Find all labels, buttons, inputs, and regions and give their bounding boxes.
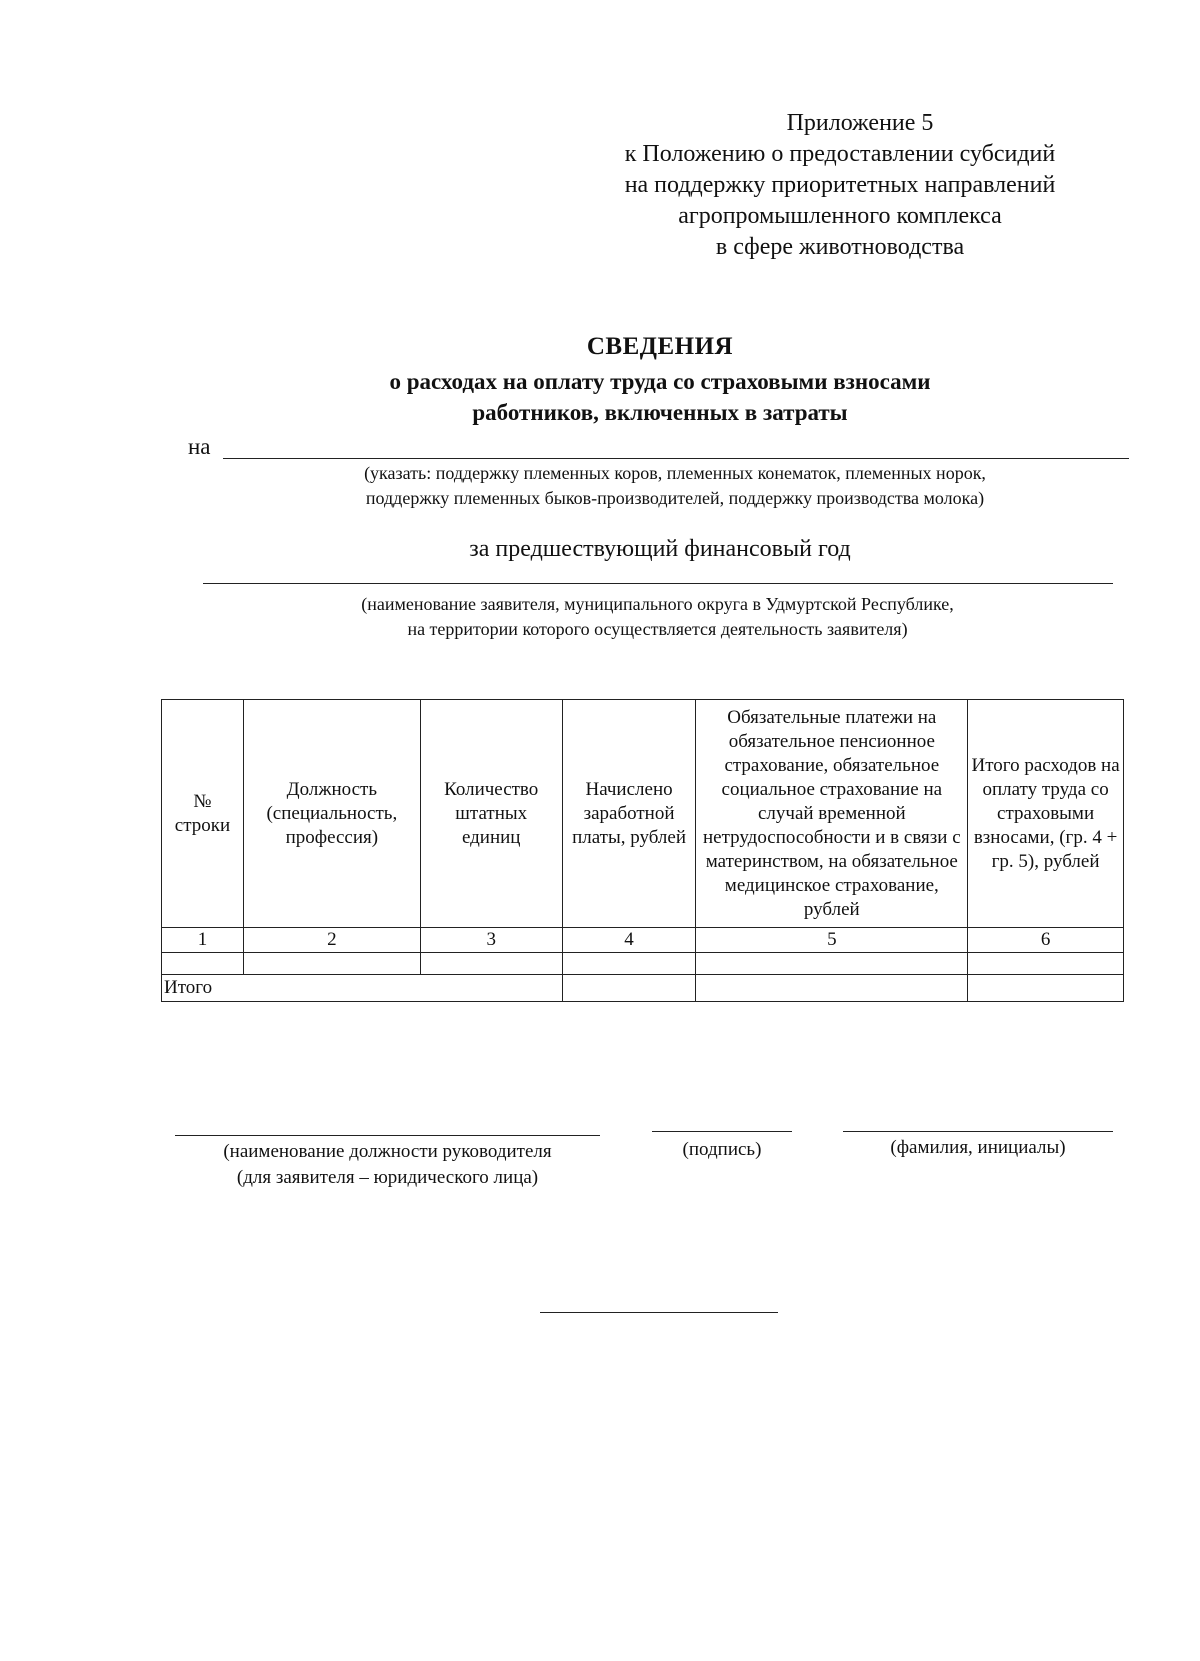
- name-caption: (фамилия, инициалы): [890, 1137, 1066, 1158]
- hint-line: поддержку племенных быков-производителей, поддержку производства молока): [365, 488, 985, 508]
- appendix-line: в сфере животноводства: [715, 234, 965, 260]
- hint-line: на территории которого осуществляется деятельность заявителя): [407, 619, 908, 639]
- applicant-hint: [200, 592, 1115, 642]
- table-cell[interactable]: [696, 953, 968, 975]
- document-title: СВЕДЕНИЯ: [586, 333, 734, 360]
- signature-line[interactable]: [652, 1131, 792, 1132]
- column-header-total-expenses: Итого расходов на оплату труда со страховыми взносами, (гр. 4 + гр. 5), рублей: [968, 700, 1124, 928]
- hint-line: (указать: поддержку племенных коров, племенных конематок, племенных норок,: [364, 463, 986, 483]
- column-header-mandatory-payments: Обязательные платежи на обязательное пенсионное страхование, обязательное социальное страхование на случай временной нетрудоспособности и в связи с материнством, на обязательное медицинское страхование, рублей: [696, 700, 968, 928]
- table-cell[interactable]: [562, 953, 696, 975]
- table-cell[interactable]: [243, 953, 420, 975]
- table-cell[interactable]: [420, 953, 562, 975]
- subtitle-line: о расходах на оплату труда со страховыми взносами: [389, 369, 931, 394]
- table-header-row: [162, 700, 1124, 928]
- total-row: [162, 975, 1124, 1002]
- period-text: за предшествующий финансовый год: [469, 536, 851, 562]
- purpose-label: на: [188, 434, 211, 459]
- total-label: Итого: [162, 975, 563, 1002]
- table-row: [162, 953, 1124, 975]
- column-number: 2: [243, 928, 420, 953]
- position-signature-line[interactable]: [175, 1135, 600, 1136]
- column-header-row-number: № строки: [162, 700, 244, 928]
- appendix-line: агропромышленного комплекса: [678, 203, 1002, 229]
- column-number: 1: [162, 928, 244, 953]
- signature-caption: (подпись): [682, 1139, 762, 1160]
- name-signature-line[interactable]: [843, 1131, 1113, 1132]
- purpose-input-line[interactable]: [223, 458, 1129, 459]
- table-cell[interactable]: [968, 953, 1124, 975]
- hint-line: (наименование заявителя, муниципального округа в Удмуртской Республике,: [361, 594, 954, 614]
- column-number: 5: [696, 928, 968, 953]
- expenses-table: [161, 699, 1124, 1002]
- column-header-position: Должность (специальность, профессия): [243, 700, 420, 928]
- appendix-reference: [560, 108, 1120, 263]
- subtitle-line: работников, включенных в затраты: [472, 400, 848, 425]
- appendix-number: Приложение 5: [786, 110, 934, 136]
- column-number: 6: [968, 928, 1124, 953]
- appendix-line: на поддержку приоритетных направлений: [624, 172, 1056, 198]
- applicant-input-line[interactable]: [203, 583, 1113, 584]
- total-salary-cell[interactable]: [562, 975, 696, 1002]
- appendix-line: к Положению о предоставлении субсидий: [624, 141, 1056, 167]
- end-separator-line: [540, 1312, 778, 1313]
- total-payments-cell[interactable]: [696, 975, 968, 1002]
- caption-line: (для заявителя – юридического лица): [236, 1167, 539, 1188]
- column-number: 3: [420, 928, 562, 953]
- document-subtitle: [0, 366, 1200, 428]
- purpose-hint: [220, 461, 1130, 511]
- column-header-staff-units: Количество штатных единиц: [420, 700, 562, 928]
- caption-line: (наименование должности руководителя: [223, 1141, 552, 1162]
- column-number: 4: [562, 928, 696, 953]
- table-cell[interactable]: [162, 953, 244, 975]
- column-header-accrued-salary: Начислено заработной платы, рублей: [562, 700, 696, 928]
- column-numbers-row: [162, 928, 1124, 953]
- total-expenses-cell[interactable]: [968, 975, 1124, 1002]
- position-caption: [175, 1139, 600, 1191]
